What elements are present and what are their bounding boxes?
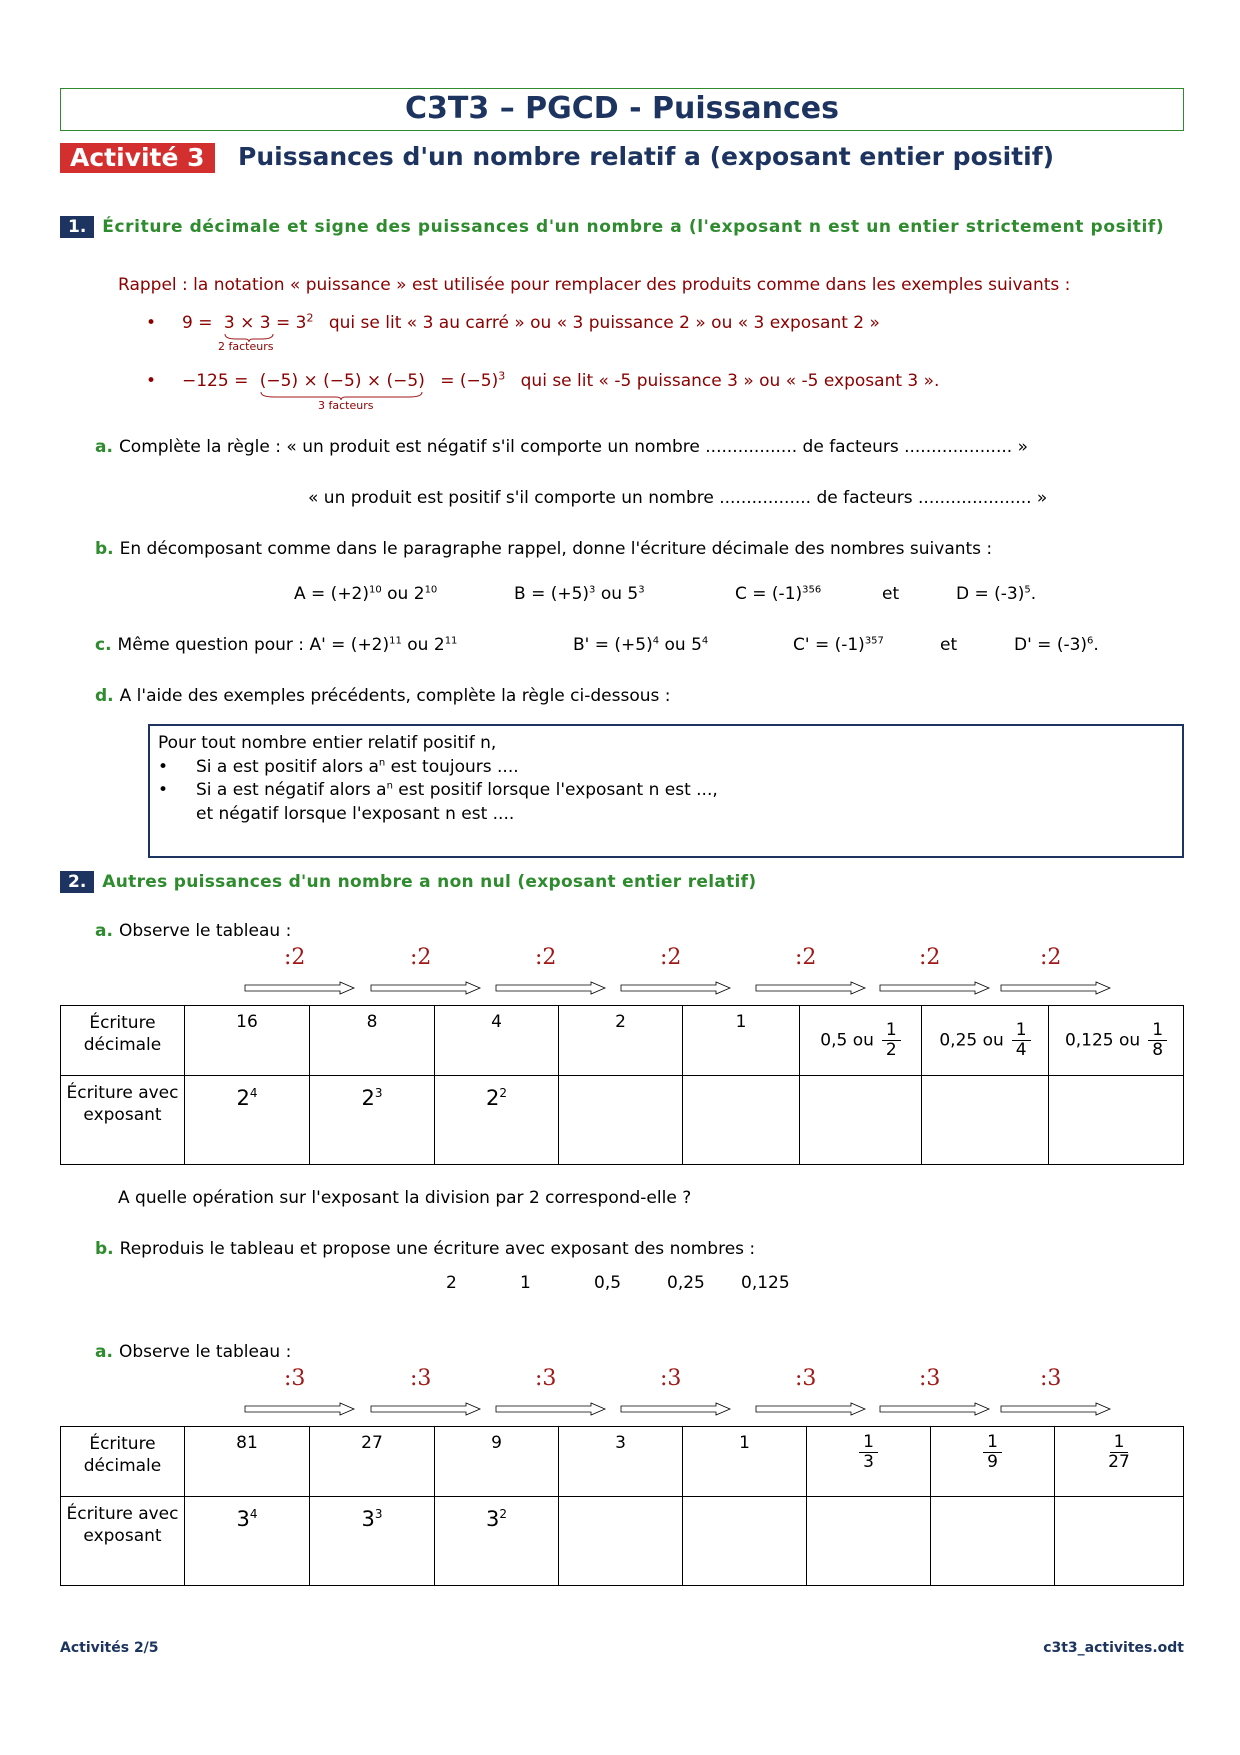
- cell-exponent: $3^4$: [185, 1497, 310, 1586]
- rule-line-1: Pour tout nombre entier relatif positif n,: [158, 733, 497, 753]
- cell: 8: [310, 1006, 435, 1076]
- word-et: et: [940, 635, 958, 655]
- cell-fraction: 0,5 ou $\frac{1}{2}$: [800, 1006, 922, 1076]
- table-powers-of-3: [60, 1426, 1184, 1586]
- divide-operator-label: :3: [660, 1366, 682, 1391]
- question-1a: [95, 437, 1028, 457]
- right-arrow-icon: [495, 981, 607, 995]
- cell-empty[interactable]: [931, 1497, 1055, 1586]
- cell-empty[interactable]: [559, 1076, 683, 1165]
- cell: 81: [185, 1427, 310, 1497]
- number: 2: [446, 1273, 457, 1293]
- label-b: b.: [95, 539, 114, 559]
- cell-fraction: $\frac{1}{9}$: [931, 1427, 1055, 1497]
- right-arrow-icon: [620, 981, 732, 995]
- cell-exponent: $2^3$: [310, 1076, 435, 1165]
- rule-bullet-1: • Si a est positif alors $a^n$ est toujours ....: [158, 756, 519, 777]
- divide-operator-label: :3: [1040, 1366, 1062, 1391]
- ex2-brace-label: 3 facteurs: [318, 399, 374, 412]
- divide-operator-label: :2: [410, 945, 432, 970]
- divide-operator-label: :3: [410, 1366, 432, 1391]
- divide-operator-label: :2: [284, 945, 306, 970]
- cell-fraction: $\frac{1}{3}$: [807, 1427, 931, 1497]
- cell-fraction: 0,125 ou $\frac{1}{8}$: [1049, 1006, 1184, 1076]
- expression-D-prime: $D' = (-3)^6$.: [1014, 635, 1099, 655]
- row-label-decimal: Écriture décimale: [61, 1427, 185, 1497]
- cell-empty[interactable]: [922, 1076, 1049, 1165]
- ex2-exp: 3: [498, 369, 506, 383]
- cell: 27: [310, 1427, 435, 1497]
- ex1-exp: 2: [306, 311, 314, 325]
- number: 0,5: [594, 1273, 622, 1293]
- ex1-lhs: 9 =: [182, 313, 213, 333]
- ex2-lhs: −125 =: [182, 371, 249, 391]
- footer-right: c3t3_activites.odt: [1043, 1640, 1184, 1656]
- cell-empty[interactable]: [683, 1497, 807, 1586]
- expression-B-prime: $B' = (+5)^4$ ou $5^4$: [573, 635, 709, 655]
- question-1a-line2: « un produit est positif s'il comporte un nombre ................. de facteurs ..................... »: [308, 488, 1048, 508]
- question-1b: [95, 539, 992, 559]
- example-2: [182, 371, 939, 391]
- ex2-product: (−5) × (−5) × (−5): [260, 371, 425, 391]
- word-et: et: [882, 584, 900, 604]
- cell-empty[interactable]: [800, 1076, 922, 1165]
- ex1-base: 3: [295, 313, 307, 333]
- section1-number: 1.: [60, 216, 94, 238]
- cell: 4: [435, 1006, 559, 1076]
- cell: 9: [435, 1427, 559, 1497]
- cell-empty[interactable]: [807, 1497, 931, 1586]
- footer-left: Activités 2/5: [60, 1640, 159, 1656]
- row-label-decimal: Écriture décimale: [61, 1006, 185, 1076]
- expression-C: $C = (-1)^{356}$: [735, 584, 822, 604]
- section1-heading: [60, 215, 1184, 239]
- ex1-brace-label: 2 facteurs: [218, 340, 274, 353]
- ex2-text: qui se lit « -5 puissance 3 » ou « -5 exposant 3 ».: [520, 371, 940, 391]
- rule-line-4: et négatif lorsque l'exposant n est ....: [196, 803, 515, 824]
- divide-operator-label: :3: [795, 1366, 817, 1391]
- cell: 1: [683, 1006, 800, 1076]
- rappel-text: Rappel : la notation « puissance » est utilisée pour remplacer des produits comme dans les exemples suivants :: [118, 275, 1071, 295]
- activity-title: Puissances d'un nombre relatif a (exposant entier positif): [238, 142, 1055, 171]
- divide-operator-label: :2: [1040, 945, 1062, 970]
- question-2b: b. Reproduis le tableau et propose une écriture avec exposant des nombres :: [95, 1239, 756, 1259]
- table-powers-of-2: [60, 1005, 1184, 1165]
- cell: 3: [559, 1427, 683, 1497]
- divide-operator-label: :3: [919, 1366, 941, 1391]
- question-2a-bis: a. Observe le tableau :: [95, 1342, 292, 1362]
- cell-exponent: $2^4$: [185, 1076, 310, 1165]
- cell-exponent: $3^3$: [310, 1497, 435, 1586]
- ex1-product: 3 × 3: [224, 313, 271, 333]
- section2-title: Autres puissances d'un nombre a non nul (exposant entier relatif): [102, 872, 757, 892]
- activity-tag: Activité 3: [60, 143, 215, 173]
- cell-empty[interactable]: [683, 1076, 800, 1165]
- rule-box: [148, 724, 1184, 858]
- ex2-eq: =: [440, 371, 455, 391]
- cell: 16: [185, 1006, 310, 1076]
- section1-title: Écriture décimale et signe des puissances d'un nombre a (l'exposant n est un entier strictement positif): [102, 217, 1165, 237]
- divide-operator-label: :2: [919, 945, 941, 970]
- question-1c: c. Même question pour : $A' = (+2)^{11}$ ou $2^{11}$: [95, 635, 458, 655]
- ex2-base: (−5): [459, 371, 499, 391]
- expression-D: $D = (-3)^5$.: [956, 584, 1037, 604]
- right-arrow-icon: [370, 1402, 482, 1416]
- cell-exponent: $2^2$: [435, 1076, 559, 1165]
- cell-exponent: $3^2$: [435, 1497, 559, 1586]
- cell-fraction: $\frac{1}{27}$: [1055, 1427, 1184, 1497]
- number: 1: [520, 1273, 531, 1293]
- right-arrow-icon: [620, 1402, 732, 1416]
- section2-number: 2.: [60, 871, 94, 893]
- label-c: c.: [95, 635, 112, 655]
- expression-C-prime: $C' = (-1)^{357}$: [793, 635, 884, 655]
- question-2a: a. Observe le tableau :: [95, 921, 292, 941]
- expression-B: $B = (+5)^3$ ou $5^3$: [514, 584, 645, 604]
- number: 0,125: [741, 1273, 790, 1293]
- expression-A: $A = (+2)^{10}$ ou $2^{10}$: [294, 584, 438, 604]
- right-arrow-icon: [495, 1402, 607, 1416]
- example-1: [182, 313, 880, 333]
- label-a: a.: [95, 437, 113, 457]
- number: 0,25: [667, 1273, 705, 1293]
- question-1d: d. A l'aide des exemples précédents, complète la règle ci-dessous :: [95, 686, 671, 706]
- ex1-eq: =: [275, 313, 291, 333]
- divide-operator-label: :2: [535, 945, 557, 970]
- divide-operator-label: :2: [660, 945, 682, 970]
- right-arrow-icon: [244, 981, 356, 995]
- right-arrow-icon: [755, 981, 867, 995]
- cell-empty[interactable]: [559, 1497, 683, 1586]
- right-arrow-icon: [755, 1402, 867, 1416]
- question-1b-text: En décomposant comme dans le paragraphe rappel, donne l'écriture décimale des nombres suivants :: [119, 539, 993, 559]
- label-d: d.: [95, 686, 114, 706]
- ex1-text: qui se lit « 3 au carré » ou « 3 puissance 2 » ou « 3 exposant 2 »: [328, 313, 880, 333]
- bullet: •: [146, 371, 157, 391]
- right-arrow-icon: [879, 1402, 991, 1416]
- cell: 2: [559, 1006, 683, 1076]
- right-arrow-icon: [244, 1402, 356, 1416]
- question-text: A quelle opération sur l'exposant la division par 2 correspond-elle ?: [118, 1188, 692, 1208]
- section2-heading: [60, 871, 756, 893]
- cell-fraction: 0,25 ou $\frac{1}{4}$: [922, 1006, 1049, 1076]
- rule-bullet-2: • Si a est négatif alors $a^n$ est positif lorsque l'exposant n est ...,: [158, 780, 718, 800]
- cell-empty[interactable]: [1049, 1076, 1184, 1165]
- right-arrow-icon: [1000, 981, 1112, 995]
- right-arrow-icon: [879, 981, 991, 995]
- divide-operator-label: :2: [795, 945, 817, 970]
- divide-operator-label: :3: [535, 1366, 557, 1391]
- bullet: •: [146, 313, 157, 333]
- page-title: C3T3 – PGCD - Puissances: [60, 88, 1184, 131]
- question-1a-line1: Complète la règle : « un produit est négatif s'il comporte un nombre ................. de facteurs .................... »: [118, 437, 1028, 457]
- cell-empty[interactable]: [1055, 1497, 1184, 1586]
- row-label-exponent: Écriture avec exposant: [61, 1497, 185, 1586]
- cell: 1: [683, 1427, 807, 1497]
- expression-A-prime: $A' = (+2)^{11}$ ou $2^{11}$: [309, 635, 458, 655]
- divide-operator-label: :3: [284, 1366, 306, 1391]
- row-label-exponent: Écriture avec exposant: [61, 1076, 185, 1165]
- right-arrow-icon: [1000, 1402, 1112, 1416]
- right-arrow-icon: [370, 981, 482, 995]
